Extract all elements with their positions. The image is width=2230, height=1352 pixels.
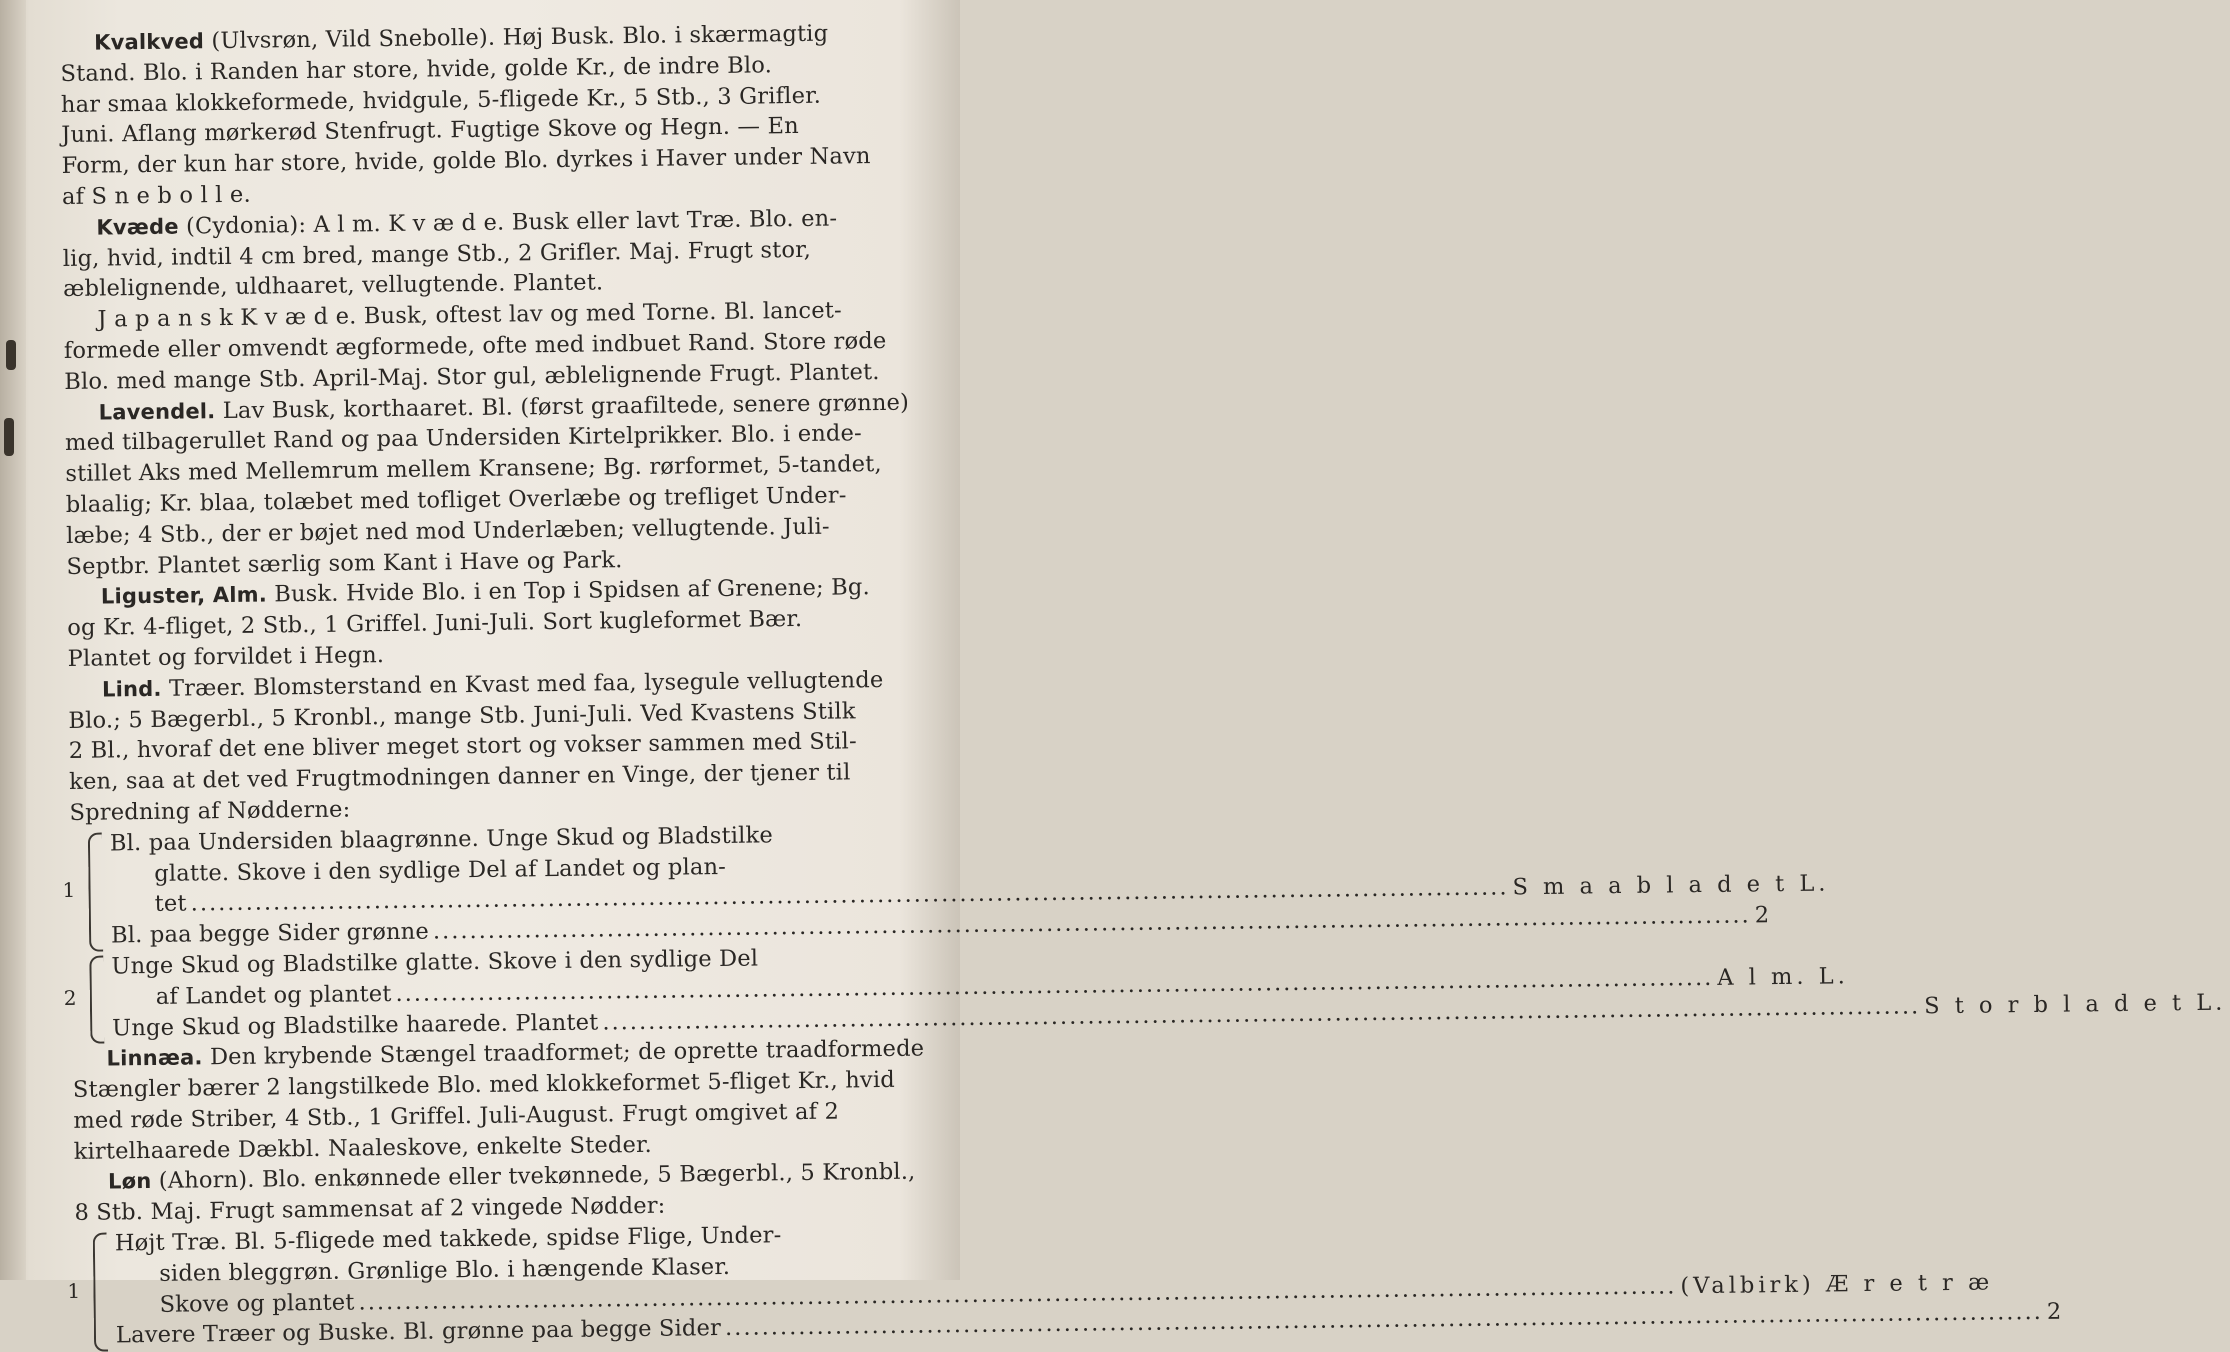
text-run: Spredning af Nødderne: — [69, 796, 351, 826]
key-text: Bl. paa begge Sider grønne — [110, 918, 430, 949]
text-run: stillet Aks med Mellemrum mellem Kransene; Bg. rørformet, 5-tandet, — [65, 451, 882, 488]
key-text: tet — [154, 890, 187, 918]
text-run: (Cydonia): A l m. K v æ d e. Busk eller lavt Træ. Blo. en- — [178, 205, 838, 240]
text-run: Plantet og forvildet i Hegn. — [67, 642, 385, 672]
text-run: Den krybende Stængel traadformet; de oprette traadformede — [202, 1035, 925, 1071]
text-run: (Ahorn). Blo. enkønnede eller tvekønnede, 5 Bægerbl., 5 Kronbl., — [151, 1159, 916, 1195]
text-entry — [72, 1033, 953, 1167]
text-run: kirtelhaarede Dækbl. Naaleskove, enkelte Steder. — [73, 1131, 653, 1165]
key-brace — [93, 1233, 108, 1352]
page-text — [60, 17, 2227, 1352]
text-run: Busk. Hvide Blo. i en Top i Spidsen af Grenene; Bg. — [266, 574, 871, 608]
text-entry — [63, 294, 944, 397]
text-run: med røde Striber, 4 Stb., 1 Griffel. Juli-August. Frugt omgivet af 2 — [73, 1098, 840, 1134]
key-result: A l m. L. — [1717, 962, 1849, 991]
key-couplet — [63, 941, 2227, 1044]
key-result: 2 — [2046, 1299, 2066, 1326]
key-result: S m a a b l a d e t L. — [1512, 870, 1830, 901]
text-run: med tilbagerullet Rand og paa Undersiden Kirtelprikker. Blo. i ende- — [64, 420, 863, 457]
text-run: af S n e b o l l e. — [61, 181, 252, 210]
text-run: og Kr. 4-fliget, 2 Stb., 1 Griffel. Juni-Juli. Sort kugleformet Bær. — [67, 606, 803, 642]
text-run: Lav Busk, korthaaret. Bl. (først graafiltede, senere grønne) — [215, 389, 910, 424]
text-run: Blo.; 5 Bægerbl., 5 Kronbl., mange Stb. Juni-Juli. Ved Kvastens Stilk — [68, 697, 856, 734]
key-brace — [88, 832, 103, 951]
key-couplet — [67, 1218, 2066, 1352]
text-run: Stand. Blo. i Randen har store, hvide, golde Kr., de indre Blo. — [60, 52, 773, 87]
entry-heading: Lind. — [101, 676, 162, 702]
text-run: formede eller omvendt ægformede, ofte med indbuet Rand. Store røde — [63, 327, 887, 364]
page-binding-edge — [0, 0, 26, 1280]
key-text: Unge Skud og Bladstilke glatte. Skove i den sydlige Del — [111, 945, 759, 980]
text-run: (Ulvsrøn, Vild Snebolle). Høj Busk. Blo. i skærmagtig — [203, 20, 829, 55]
entry-heading: Linnæa. — [106, 1045, 203, 1071]
key-number: 1 — [67, 1278, 81, 1303]
key-text: Bl. paa Undersiden blaagrønne. Unge Skud og Bladstilke — [109, 822, 774, 857]
key-result: (Valbirk) Æ r e t r æ — [1680, 1269, 1994, 1299]
entry-heading: Lavendel. — [98, 398, 216, 425]
key-text: Højt Træ. Bl. 5-fligede med takkede, spidse Flige, Under- — [114, 1222, 782, 1257]
text-entry — [60, 17, 942, 213]
text-run: Form, der kun har store, hvide, golde Blo. dyrkes i Haver under Navn — [61, 143, 871, 180]
text-entry — [65, 387, 947, 583]
key-text: glatte. Skove i den sydlige Del af Landet og plan- — [154, 853, 727, 887]
text-run: læbe; 4 Stb., der er bøjet ned mod Underlæben; vellugtende. Juli- — [66, 513, 830, 549]
text-entry — [62, 202, 943, 305]
text-run: Juni. Aflang mørkerød Stenfrugt. Fugtige Skove og Hegn. — En — [61, 113, 799, 149]
entry-heading: Løn — [107, 1169, 152, 1194]
key-brace — [89, 955, 104, 1044]
text-run: lig, hvid, indtil 4 cm bred, mange Stb., 2 Grifler. Maj. Frugt stor, — [62, 236, 812, 272]
text-run: J a p a n s k K v æ d e. Busk, oftest lav og med Torne. Bl. lancet- — [97, 297, 842, 333]
text-run: Blo. med mange Stb. April-Maj. Stor gul, æblelignende Frugt. Plantet. — [64, 358, 880, 395]
key-number: 2 — [63, 985, 77, 1011]
entry-heading: Kvæde — [96, 214, 179, 240]
key-text: af Landet og plantet — [155, 980, 392, 1010]
text-run: 8 Stb. Maj. Frugt sammensat af 2 vingede Nødder: — [74, 1192, 666, 1227]
text-run: æblelignende, uldhaaret, vellugtende. Plantet. — [63, 269, 604, 303]
text-run: 2 Bl., hvoraf det ene bliver meget stort og vokser sammen med Stil- — [68, 728, 857, 765]
key-number: 1 — [62, 878, 76, 903]
key-text: Skove og plantet — [159, 1289, 355, 1318]
text-entry — [68, 664, 950, 829]
key-couplet — [62, 818, 1830, 952]
text-run: Stængler bærer 2 langstilkede Blo. med klokkeformet 5-fliget Kr., hvid — [72, 1066, 896, 1104]
text-entry — [74, 1157, 955, 1229]
text-entry — [67, 572, 948, 675]
entry-heading: Liguster, Alm. — [100, 582, 268, 609]
text-run: har smaa klokkeformede, hvidgule, 5-fligede Kr., 5 Stb., 3 Grifler. — [60, 82, 822, 118]
binding-hole — [4, 418, 14, 456]
key-text: Unge Skud og Bladstilke haarede. Plantet — [112, 1008, 599, 1041]
key-result: S t o r b l a d e t L. — [1924, 989, 2227, 1019]
key-result: 2 — [1754, 902, 1774, 929]
text-run: Septbr. Plantet særlig som Kant i Have og Park. — [66, 546, 623, 580]
key-text: siden bleggrøn. Grønlige Blo. i hængende Klaser. — [159, 1253, 731, 1287]
binding-hole — [6, 340, 16, 370]
text-run: blaalig; Kr. blaa, tolæbet med tofliget Overlæbe og trefliget Under- — [65, 482, 847, 518]
key-text: Lavere Træer og Buske. Bl. grønne paa begge Sider — [115, 1315, 722, 1349]
entry-heading: Kvalkved — [94, 29, 205, 55]
text-run: Træer. Blomsterstand en Kvast med faa, lysegule vellugtende — [161, 666, 884, 702]
text-run: ken, saa at det ved Frugtmodningen danner en Vinge, der tjener til — [69, 759, 851, 796]
